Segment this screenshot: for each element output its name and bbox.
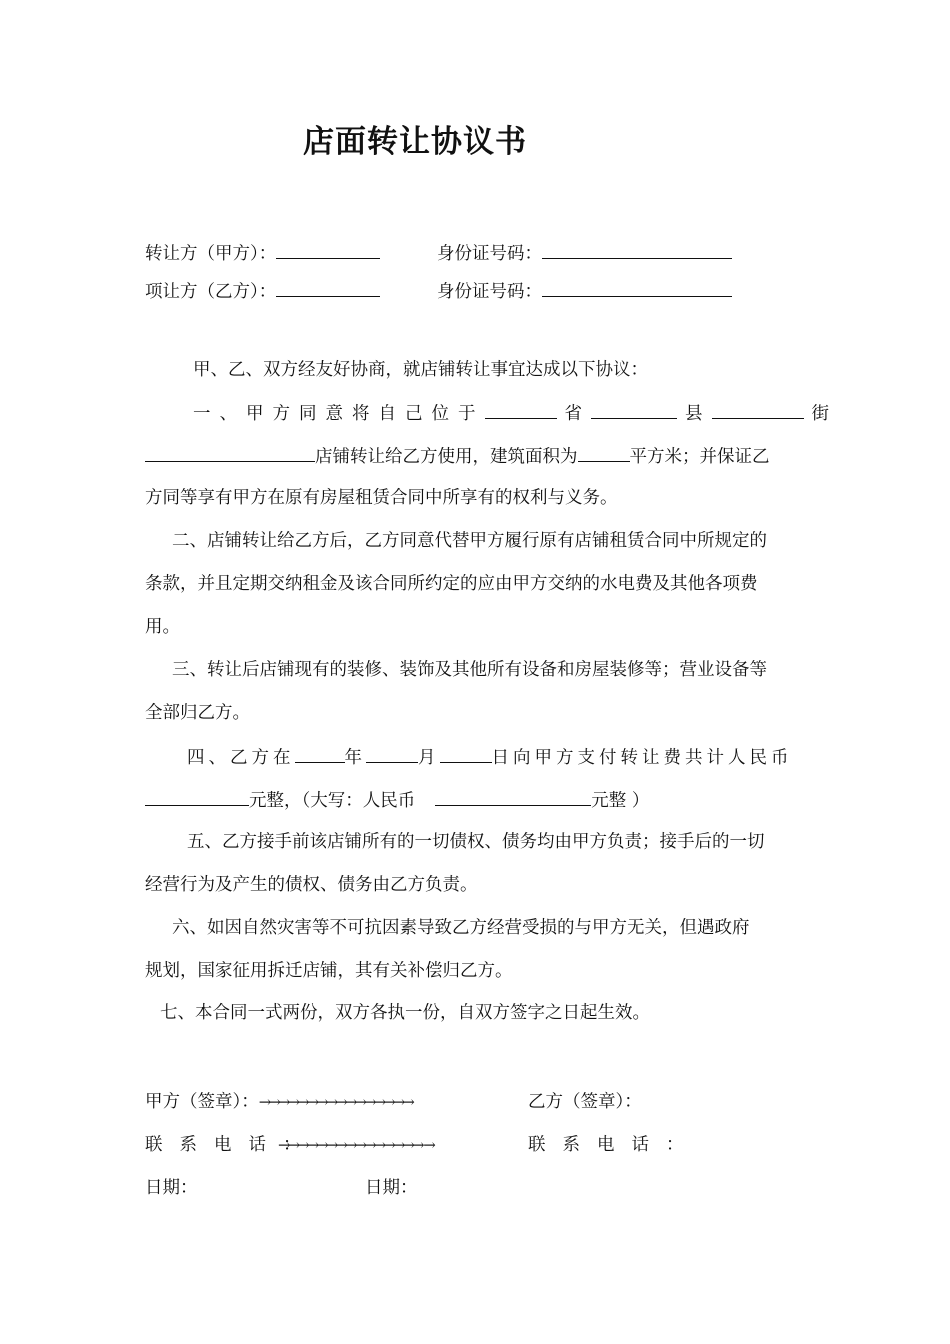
clause-1-line-1 <box>193 400 838 426</box>
year-field[interactable] <box>295 744 345 763</box>
county-field[interactable] <box>591 400 677 419</box>
amount-capital-suffix: 元整 ） <box>591 791 650 811</box>
party-b-id-field[interactable] <box>542 278 732 297</box>
year-label: 年 <box>344 748 366 768</box>
amount-capital-text: 元整，（大写：人民币 <box>249 791 416 811</box>
street-label: 街 <box>811 404 838 424</box>
area-text: 店铺转让给乙方使用，建筑面积为 <box>315 447 578 467</box>
date-b: 日期： <box>365 1178 418 1198</box>
party-a-seal-label: 甲方（签章）： <box>145 1092 259 1112</box>
party-a-id-label: 身份证号码： <box>437 244 542 264</box>
area-unit-text: 平方米；并保证乙 <box>629 447 770 467</box>
party-b-name-field[interactable] <box>276 278 380 297</box>
phone-b-row <box>528 1133 701 1157</box>
party-a-seal-field[interactable]: →→→→→→→→→→→→→→→→ <box>258 1093 412 1111</box>
phone-a-field-row <box>278 1133 433 1157</box>
party-a-label: 转让方（甲方）： <box>145 244 277 264</box>
phone-a-field[interactable]: →→→→→→→→→→→→→→→ → <box>278 1136 433 1154</box>
clause-4-line-2 <box>145 787 649 813</box>
party-b-seal-row <box>528 1090 642 1114</box>
clause-1-text: 一、甲方同意将自己位于 <box>193 404 485 424</box>
amount-field[interactable] <box>145 787 249 806</box>
phone-a-label: 联系电话： <box>145 1135 318 1155</box>
party-a-row <box>145 240 380 266</box>
party-a-seal-row <box>145 1090 412 1114</box>
party-a-id-field[interactable] <box>542 240 732 259</box>
party-b-seal-label: 乙方（签章）： <box>528 1092 642 1112</box>
document-title: 店面转让协议书 <box>303 124 527 160</box>
street-field[interactable] <box>712 400 804 419</box>
party-a-id-row <box>437 240 732 266</box>
party-b-id-label: 身份证号码： <box>437 282 542 302</box>
month-field[interactable] <box>366 744 418 763</box>
date-a: 日期： <box>145 1178 198 1198</box>
amount-capital-field[interactable] <box>435 787 591 806</box>
county-label: 县 <box>685 404 712 424</box>
province-field[interactable] <box>485 400 557 419</box>
party-a-name-field[interactable] <box>276 240 380 259</box>
month-label: 月 <box>418 748 440 768</box>
clause-5-line-1: 五、乙方接手前该店铺所有的一切债权、债务均由甲方负责；接手后的一切 <box>187 832 765 852</box>
clause-5-line-2: 经营行为及产生的债权、债务由乙方负责。 <box>145 875 478 895</box>
clause-2-line-3: 用。 <box>145 617 180 637</box>
day-field[interactable] <box>440 744 492 763</box>
clause-1-line-3: 方同等享有甲方在原有房屋租赁合同中所享有的权利与义务。 <box>145 488 618 508</box>
clause-1-line-2 <box>145 443 770 469</box>
phone-b-label: 联系电话： <box>528 1135 701 1155</box>
clause-2-line-1: 二、店铺转让给乙方后，乙方同意代替甲方履行原有店铺租赁合同中所规定的 <box>172 531 767 551</box>
party-b-id-row <box>437 278 732 304</box>
street-detail-field[interactable] <box>145 443 315 462</box>
payment-amount-text: 日向甲方支付转让费共计人民币 <box>491 748 793 768</box>
clause-3-line-1: 三、转让后店铺现有的装修、装饰及其他所有设备和房屋装修等；营业设备等 <box>172 660 767 680</box>
party-b-label: 项让方（乙方）： <box>145 282 277 302</box>
province-label: 省 <box>564 404 591 424</box>
clause-6-line-1: 六、如因自然灾害等不可抗因素导致乙方经营受损的与甲方无关，但遇政府 <box>172 918 750 938</box>
clause-2-line-2: 条款，并且定期交纳租金及该合同所约定的应由甲方交纳的水电费及其他各项费 <box>145 574 758 594</box>
clause-3-line-2: 全部归乙方。 <box>145 703 250 723</box>
clause-6-line-2: 规划，国家征用拆迁店铺，其有关补偿归乙方。 <box>145 961 513 981</box>
clause-4-line-1 <box>187 744 793 770</box>
area-field[interactable] <box>578 443 630 462</box>
intro-paragraph: 甲、乙、双方经友好协商，就店铺转让事宜达成以下协议： <box>193 360 648 380</box>
party-b-row <box>145 278 380 304</box>
clause-7: 七、本合同一式两份，双方各执一份，自双方签字之日起生效。 <box>160 1003 650 1023</box>
payment-text: 四、乙方在 <box>187 748 295 768</box>
